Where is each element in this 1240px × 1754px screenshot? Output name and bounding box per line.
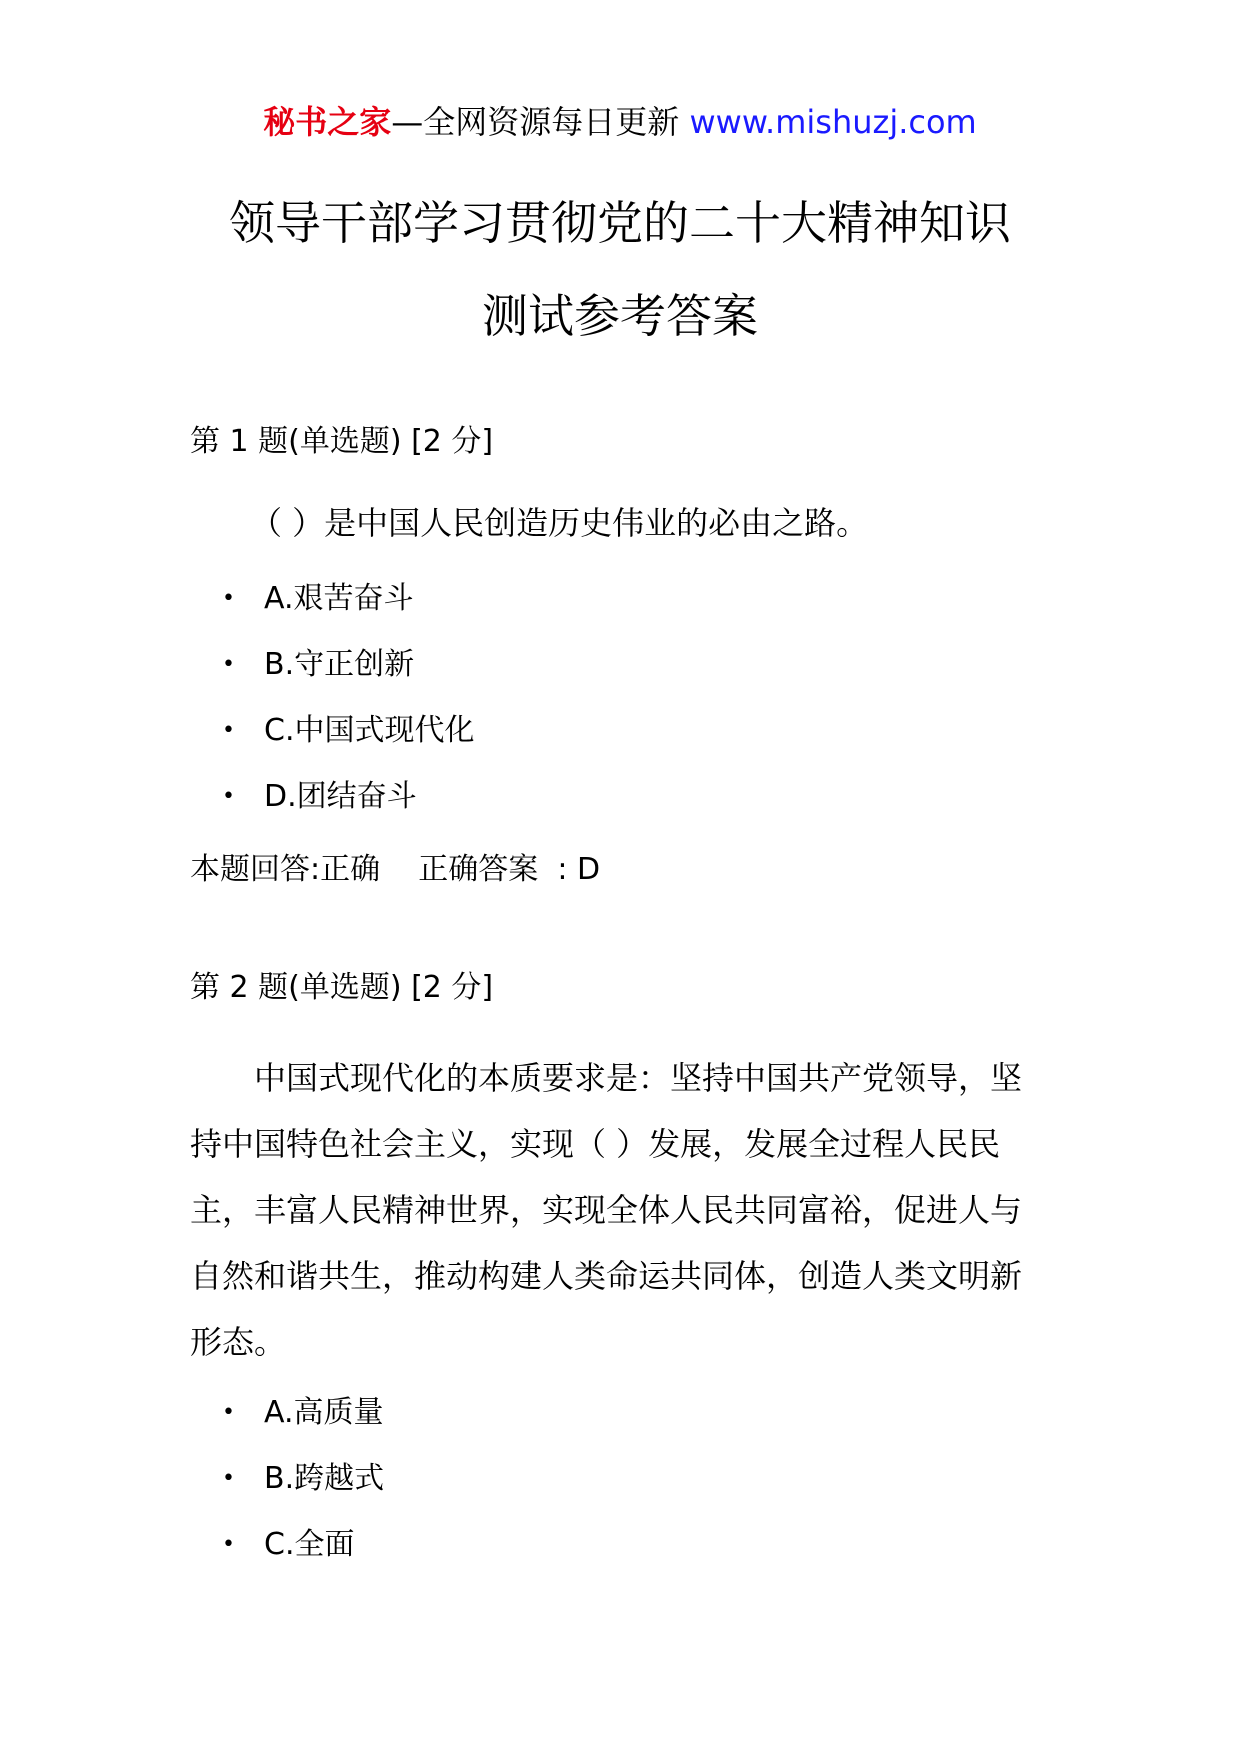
question-2-option-b: • B.跨越式: [0, 1446, 384, 1512]
question-2-stem: 中国式现代化的本质要求是：坚持中国共产党领导，坚持中国特色社会主义，实现（ ）发展，发展全过程人民民主，丰富人民精神世界，实现全体人民共同富裕，促进人与自然和谐共生，推动构建人类命运共同体，创造人类文明新形态。: [190, 1059, 1023, 1361]
question-1-option-b: • B.守正创新: [0, 632, 474, 698]
question-1-heading: 第 1 题(单选题) [2 分]: [190, 424, 494, 459]
document-title-line-1: 领导干部学习贯彻党的二十大精神知识: [229, 196, 1011, 250]
site-brand: 秘书之家: [263, 103, 392, 141]
question-1-option-c: • C.中国式现代化: [0, 698, 474, 764]
site-url-link[interactable]: www.mishuzj.com: [689, 103, 977, 141]
question-1-options: [0, 566, 474, 830]
question-2-options: [0, 1380, 384, 1578]
question-1-option-a: • A.艰苦奋斗: [0, 566, 474, 632]
question-2-heading: 第 2 题(单选题) [2 分]: [190, 970, 494, 1005]
site-tagline: —全网资源每日更新: [391, 103, 690, 141]
question-2-option-a: • A.高质量: [0, 1380, 384, 1446]
question-1-stem: （ ）是中国人民创造历史伟业的必由之路。: [250, 504, 869, 542]
question-2-option-c: • C.全面: [0, 1512, 384, 1578]
question-1-answer: 本题回答:正确 正确答案 : D: [190, 852, 601, 887]
site-header: [0, 98, 1240, 146]
document-title-line-2: 测试参考答案: [482, 289, 758, 343]
question-1-option-d: • D.团结奋斗: [0, 764, 474, 830]
